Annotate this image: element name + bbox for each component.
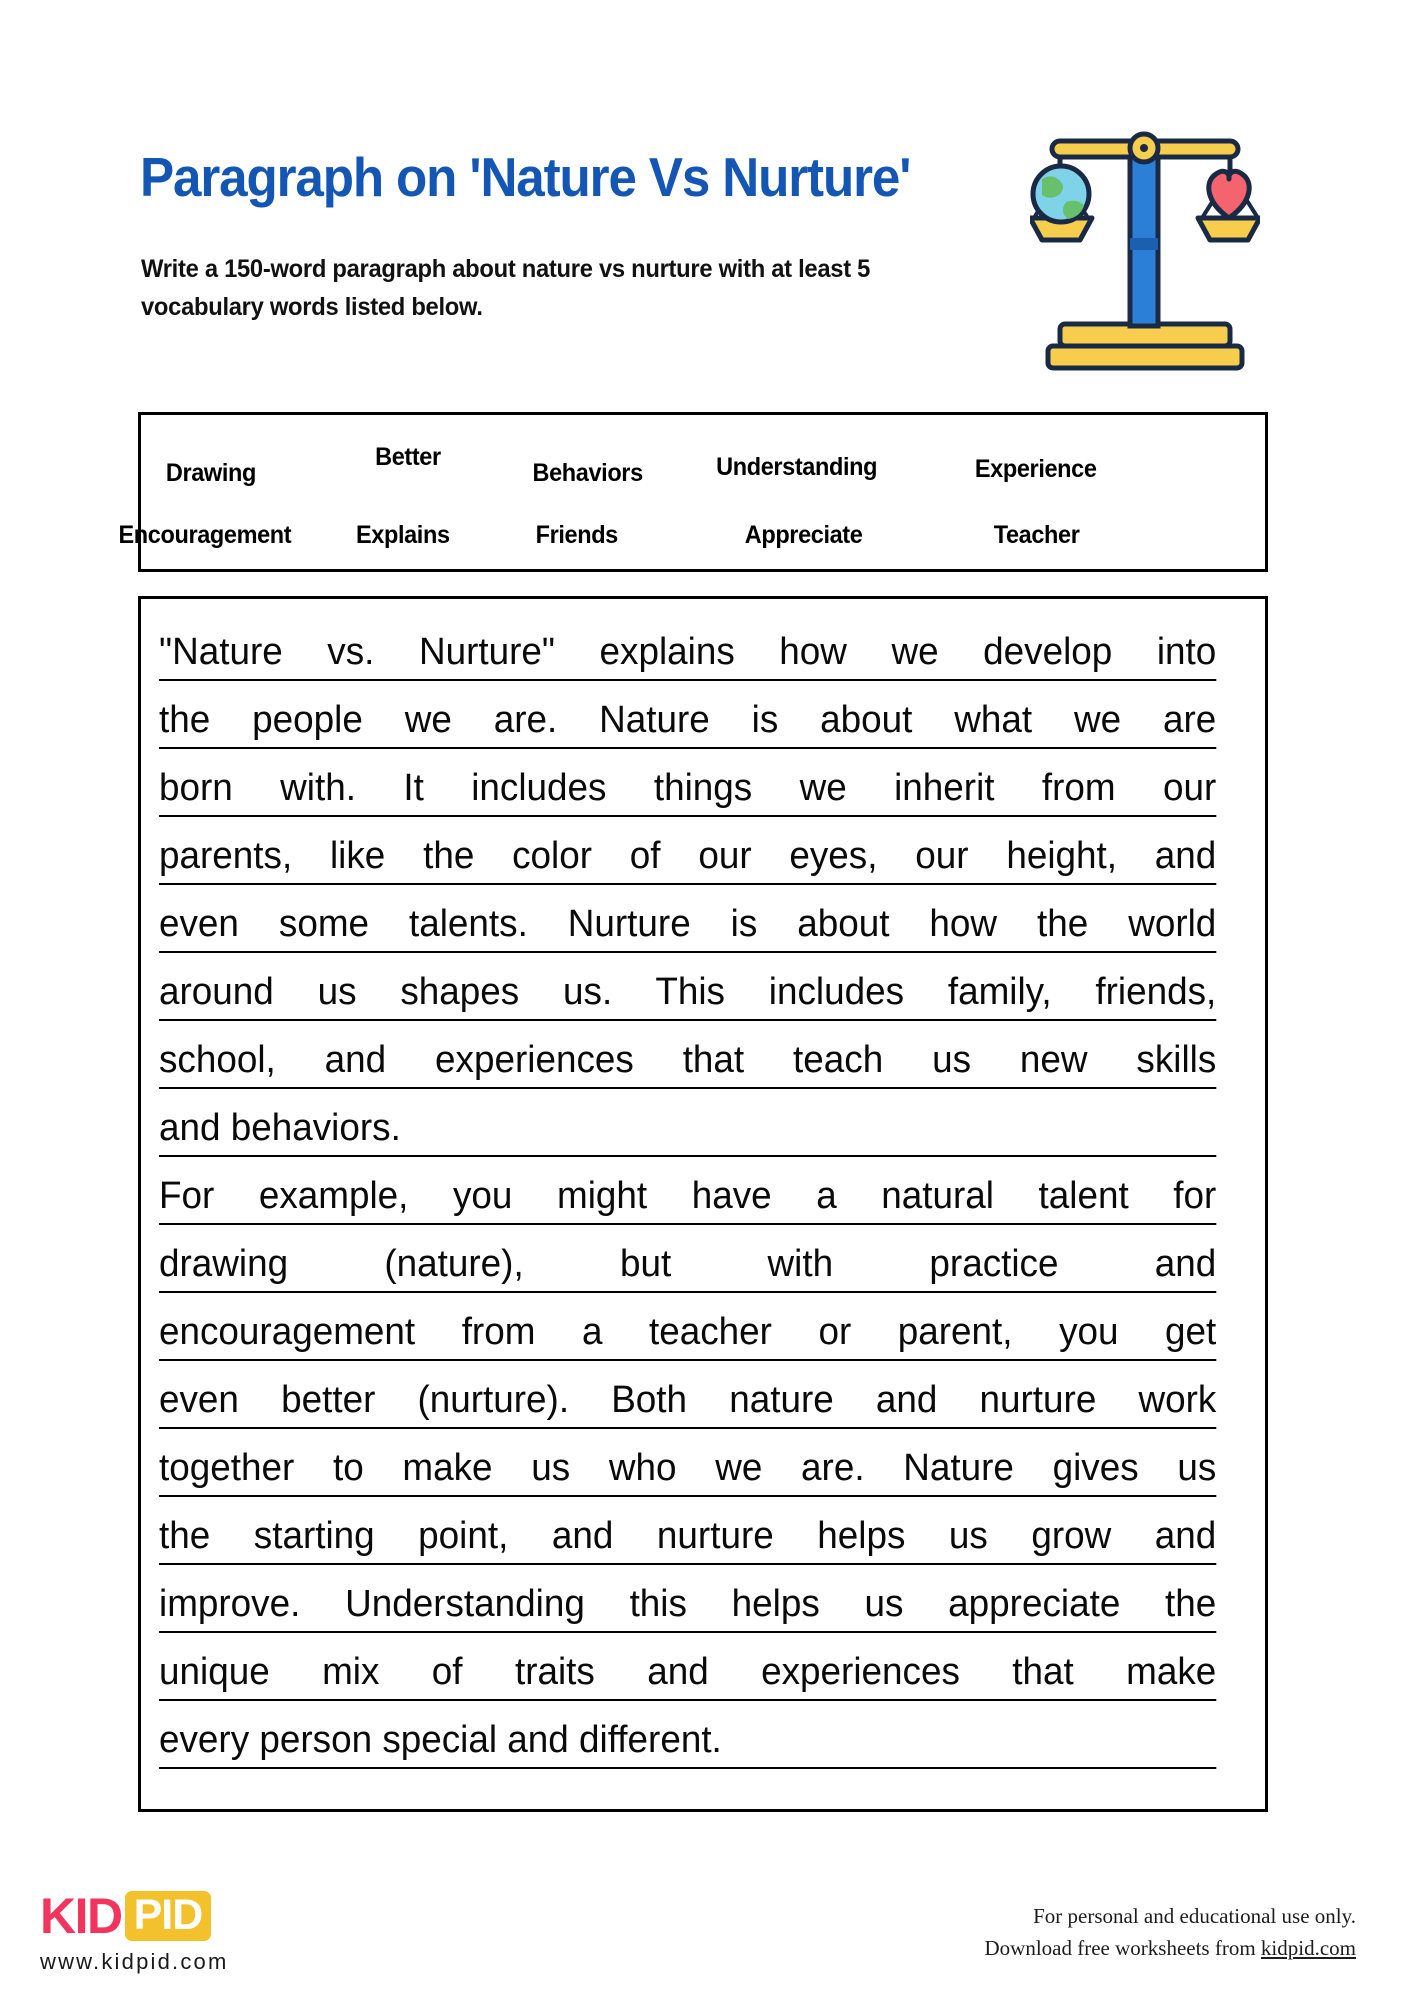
logo-pid-text: PID [133,1891,203,1939]
answer-line-text: drawing (nature), but with practice and [159,1243,1216,1293]
answer-line [159,885,1249,953]
vocab-word-understanding: Understanding [716,453,878,481]
vocab-word-drawing: Drawing [165,459,256,487]
answer-line-text: unique mix of traits and experiences that make [159,1651,1216,1701]
vocab-word-teacher: Teacher [993,521,1080,549]
answer-line-text: school, and experiences that teach us new skills [159,1039,1216,1089]
answer-line [159,953,1249,1021]
worksheet-footer [0,1870,1414,2000]
vocab-word-encouragement: Encouragement [118,521,292,549]
answer-writing-area[interactable] [138,596,1268,1812]
answer-line [159,1497,1249,1565]
answer-line-text: every person special and different. [159,1719,1216,1769]
logo-website-url: www.kidpid.com [40,1949,229,1974]
answer-line [159,1089,1249,1157]
answer-line-text: improve. Understanding this helps us appreciate the [159,1583,1216,1633]
answer-line [159,1565,1249,1633]
vocab-word-better: Better [375,443,441,471]
answer-line-text: parents, like the color of our eyes, our height, and [159,835,1216,885]
footer-usage-note [985,1900,1357,1964]
answer-line [159,1429,1249,1497]
answer-line-text: For example, you might have a natural talent for [159,1175,1216,1225]
vocab-word-explains: Explains [355,521,450,549]
answer-line-text: the starting point, and nurture helps us grow and [159,1515,1216,1565]
balance-scale-icon [1030,78,1260,378]
footer-note-line-1: For personal and educational use only. [1033,1904,1356,1928]
vocab-word-behaviors: Behaviors [532,459,643,487]
page-title: Paragraph on 'Nature Vs Nurture' [140,146,911,208]
footer-note-line-2 [985,1932,1357,1964]
answer-line-text: even better (nurture). Both nature and nurture work [159,1379,1216,1429]
answer-line [159,817,1249,885]
answer-line [159,1021,1249,1089]
kidpid-logo[interactable] [40,1890,229,1975]
answer-line-text: and behaviors. [159,1107,1216,1157]
kidpid-link[interactable]: kidpid.com [1260,1936,1356,1960]
answer-line [159,1633,1249,1701]
logo-kid-text: KID [40,1888,122,1944]
vocab-word-appreciate: Appreciate [744,521,863,549]
answer-line [159,1225,1249,1293]
vocab-word-experience: Experience [974,455,1097,483]
worksheet-instructions: Write a 150-word paragraph about nature vs nurture with at least 5 vocabulary words listed below. [141,255,871,321]
answer-line [159,681,1249,749]
vocab-word-friends: Friends [535,521,618,549]
answer-line-text: "Nature vs. Nurture" explains how we develop into [159,631,1216,681]
logo-pid-badge [125,1891,212,1941]
answer-line-text: together to make us who we are. Nature gives us [159,1447,1216,1497]
answer-line-text: around us shapes us. This includes family, friends, [159,971,1216,1021]
answer-line [159,1293,1249,1361]
answer-line-text: born with. It includes things we inherit from our [159,767,1216,817]
answer-line [159,1701,1249,1769]
worksheet-header [0,0,1414,400]
answer-line-text: even some talents. Nurture is about how the world [159,903,1216,953]
answer-line [159,1157,1249,1225]
answer-line [159,613,1249,681]
footer-note-prefix: Download free worksheets from [984,1936,1261,1960]
answer-line [159,1361,1249,1429]
answer-paragraph [159,613,1249,1769]
answer-line [159,749,1249,817]
answer-line-text: encouragement from a teacher or parent, you get [159,1311,1216,1361]
vocabulary-word-bank [118,412,1268,572]
answer-line-text: the people we are. Nature is about what we are [159,699,1216,749]
